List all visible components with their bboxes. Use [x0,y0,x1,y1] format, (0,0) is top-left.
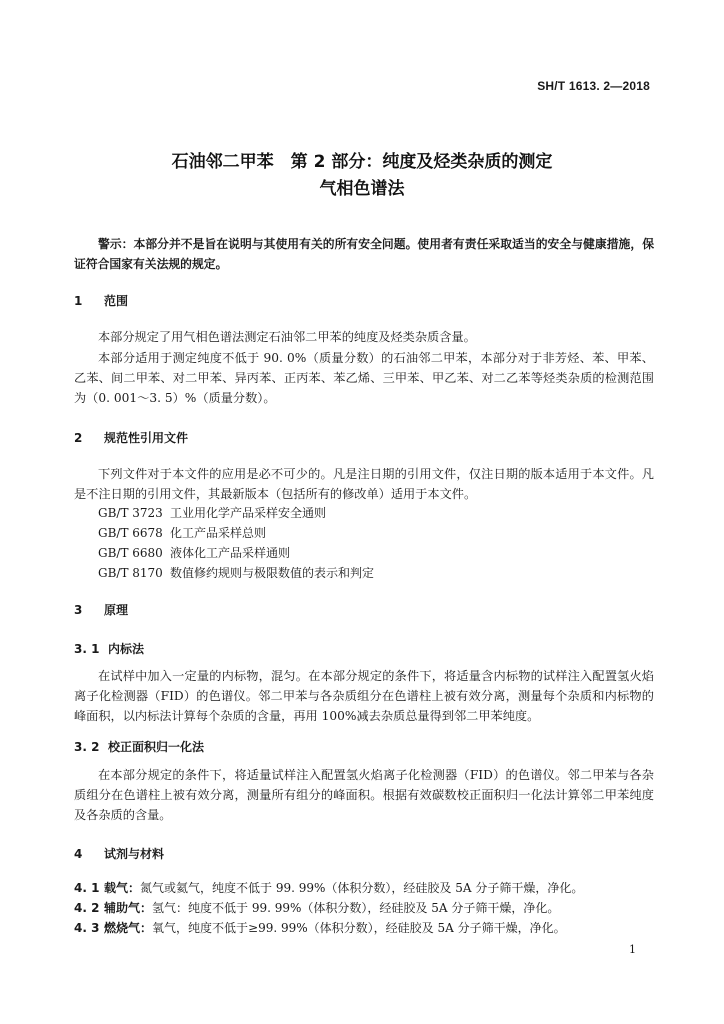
reference-item [98,564,374,582]
safety-warning: 警示：本部分并不是旨在说明与其使用有关的所有安全问题。使用者有责任采取适当的安全与健康措施，保证符合国家有关法规的规定。 [74,237,654,271]
reference-code: GB/T 6678 [98,526,163,540]
reference-item [98,504,326,522]
reference-code: GB/T 8170 [98,566,163,580]
material-name: 燃烧气： [104,921,153,935]
section-1-heading [74,292,128,309]
material-name: 辅助气： [104,901,153,915]
section-number: 2 [74,431,83,445]
material-text: 氧气，纯度不低于≥99. 99%（体积分数），经硅胶及 5A 分子筛干燥，净化。 [152,921,566,935]
subsection-number: 3. 2 [74,740,100,754]
reference-item [98,544,290,562]
subsection-3-1-heading [74,640,144,657]
subsection-number: 3. 1 [74,642,100,656]
reference-name: 液体化工产品采样通则 [170,546,291,560]
section-1-paragraph-1: 本部分规定了用气相色谱法测定石油邻二甲苯的纯度及烃类杂质含量。 [98,330,476,344]
section-title: 规范性引用文件 [104,431,189,445]
material-item [74,919,566,937]
material-text: 氢气：纯度不低于 99. 99%（体积分数），经硅胶及 5A 分子筛干燥，净化。 [152,901,560,915]
material-number: 4. 2 [74,901,100,915]
subsection-title: 内标法 [108,642,145,656]
section-2-paragraph-1: 下列文件对于本文件的应用是必不可少的。凡是注日期的引用文件，仅注日期的版本适用于本文件。凡是不注日期的引用文件，其最新版本（包括所有的修改单）适用于本文件。 [74,467,654,501]
section-number: 3 [74,603,83,617]
material-number: 4. 1 [74,881,100,895]
page-number: 1 [629,943,636,956]
reference-name: 数值修约规则与极限数值的表示和判定 [170,566,375,580]
section-3-heading [74,601,128,618]
section-number: 4 [74,847,83,861]
subsection-3-2-heading [74,738,204,755]
section-1-paragraph-2: 本部分适用于测定纯度不低于 90. 0%（质量分数）的石油邻二甲苯，本部分对于非芳烃、苯、甲苯、乙苯、间二甲苯、对二甲苯、异丙苯、正丙苯、苯乙烯、三甲苯、甲乙苯、对二乙苯等烃类杂质的检测范围为（0. 001～3. 5）%（质量分数）。 [74,351,654,405]
material-item [74,899,559,917]
document-title-line2: 气相色谱法 [319,179,405,199]
document-title-line1: 石油邻二甲苯 第 2 部分：纯度及烃类杂质的测定 [171,152,553,172]
section-title: 试剂与材料 [104,847,165,861]
section-4-heading [74,845,164,862]
reference-name: 化工产品采样总则 [170,526,267,540]
section-title: 范围 [104,294,129,308]
material-item [74,879,583,897]
section-number: 1 [74,294,83,308]
material-number: 4. 3 [74,921,100,935]
reference-item [98,524,266,542]
standard-number: SH/T 1613. 2—2018 [537,79,650,93]
section-2-heading [74,429,188,446]
section-title: 原理 [104,603,129,617]
subsection-3-2-paragraph: 在本部分规定的条件下，将适量试样注入配置氢火焰离子化检测器（FID）的色谱仪。邻二甲苯与各杂质组分在色谱柱上被有效分离，测量所有组分的峰面积。根据有效碳数校正面积归一化法计算邻二甲苯纯度及各杂质的含量。 [74,768,654,822]
subsection-title: 校正面积归一化法 [108,740,205,754]
material-name: 载气： [104,881,141,895]
reference-code: GB/T 6680 [98,546,163,560]
reference-name: 工业用化学产品采样安全通则 [170,506,327,520]
subsection-3-1-paragraph: 在试样中加入一定量的内标物，混匀。在本部分规定的条件下，将适量含内标物的试样注入配置氢火焰离子化检测器（FID）的色谱仪。邻二甲苯与各杂质组分在色谱柱上被有效分离，测量每个杂质和内标物的峰面积，以内标法计算每个杂质的含量，再用 100%减去杂质总量得到邻二甲苯纯度。 [74,669,654,723]
material-text: 氮气或氦气，纯度不低于 99. 99%（体积分数），经硅胶及 5A 分子筛干燥，净化。 [140,881,584,895]
reference-code: GB/T 3723 [98,506,163,520]
